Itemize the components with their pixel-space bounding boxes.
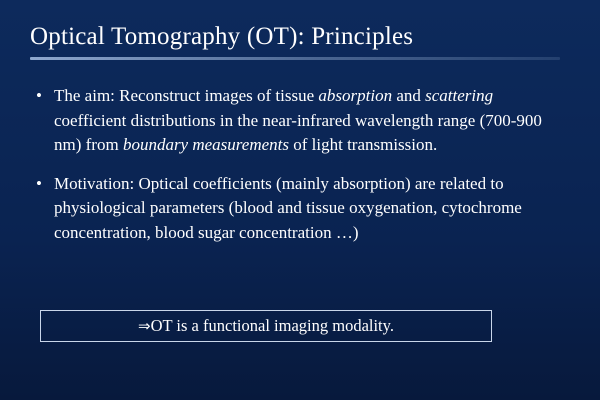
callout-text xyxy=(138,316,394,336)
callout-label: OT is a functional imaging modality. xyxy=(150,316,394,335)
bullet-text-2: Motivation: Optical coefficients (mainly absorption) are related to physiological parameters (blood and tissue oxygenation, cytochrome concentration, blood sugar concentration …) xyxy=(54,173,522,242)
list-item xyxy=(36,172,566,246)
bullet-marker-icon: • xyxy=(36,173,42,193)
bullet-marker-icon: • xyxy=(36,86,42,105)
list-item xyxy=(36,84,566,158)
callout-box xyxy=(40,310,492,342)
bullet-1-seg-3: scattering xyxy=(425,86,494,105)
page-title: Optical Tomography (OT): Principles xyxy=(30,23,414,50)
double-right-arrow-icon: ⇒ xyxy=(138,317,151,335)
bullet-1-seg-6: of light transmission. xyxy=(288,135,438,154)
title-block xyxy=(30,22,570,60)
bullet-text-1 xyxy=(54,84,566,158)
bullet-1-seg-1: absorption xyxy=(318,86,393,105)
bullet-1-seg-5: boundary measurements xyxy=(122,135,289,154)
bullet-1-seg-4: coefficient distributions in the near-infrared wavelength range (700-900 nm) from xyxy=(54,110,542,154)
bullet-1-seg-0: The aim: Reconstruct images of tissue xyxy=(54,86,319,105)
title-divider xyxy=(30,57,560,60)
bullet-1-seg-2: and xyxy=(392,86,426,105)
slide-body xyxy=(36,84,566,259)
